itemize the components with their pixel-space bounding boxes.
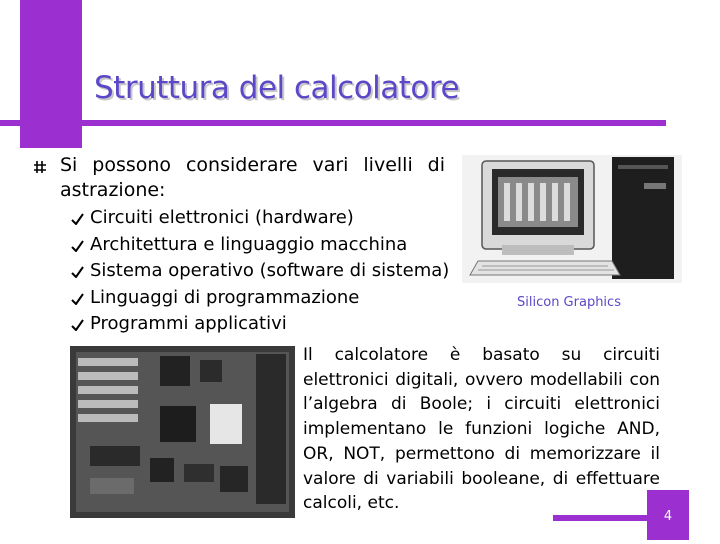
arrow-bullet-icon xyxy=(70,238,84,252)
arrow-bullet-icon xyxy=(70,211,84,225)
footer-rule xyxy=(553,515,661,521)
page-number: 4 xyxy=(647,490,689,540)
main-bullet-text: Si possono considerare vari livelli di astrazione: xyxy=(60,154,445,201)
list-item-label: Circuiti elettronici (hardware) xyxy=(90,207,354,228)
arrow-bullet-icon xyxy=(70,317,84,331)
arrow-bullet-icon xyxy=(70,264,84,278)
arrow-bullet-icon xyxy=(70,291,84,305)
list-item xyxy=(70,205,449,232)
list-item xyxy=(70,285,449,312)
body-paragraph: Il calcolatore è basato su circuiti elettronici digitali, ovvero modellabili con l’algebra di Boole; i circuiti elettronici implementano le funzioni logiche AND, OR, NOT, permettono di memorizzare il valore di variabili booleane, di effettuare calcoli, etc. xyxy=(303,345,660,514)
title-rule xyxy=(0,120,666,126)
photo-caption: Silicon Graphics xyxy=(517,295,621,310)
workstation-photo xyxy=(462,155,682,283)
list-item-label: Programmi applicativi xyxy=(90,313,287,334)
square-bullet-icon xyxy=(33,160,47,174)
list-item-label: Linguaggi di programmazione xyxy=(90,286,360,308)
list-item-label: Sistema operativo (software di sistema) xyxy=(90,260,450,281)
sub-bullet-list xyxy=(70,205,449,338)
list-item-label: Architettura e linguaggio macchina xyxy=(90,233,408,255)
circuit-board-photo xyxy=(70,346,295,518)
list-item xyxy=(70,258,449,285)
slide-title: Struttura del calcolatore xyxy=(94,70,460,106)
list-item xyxy=(70,311,449,338)
list-item xyxy=(70,232,449,259)
